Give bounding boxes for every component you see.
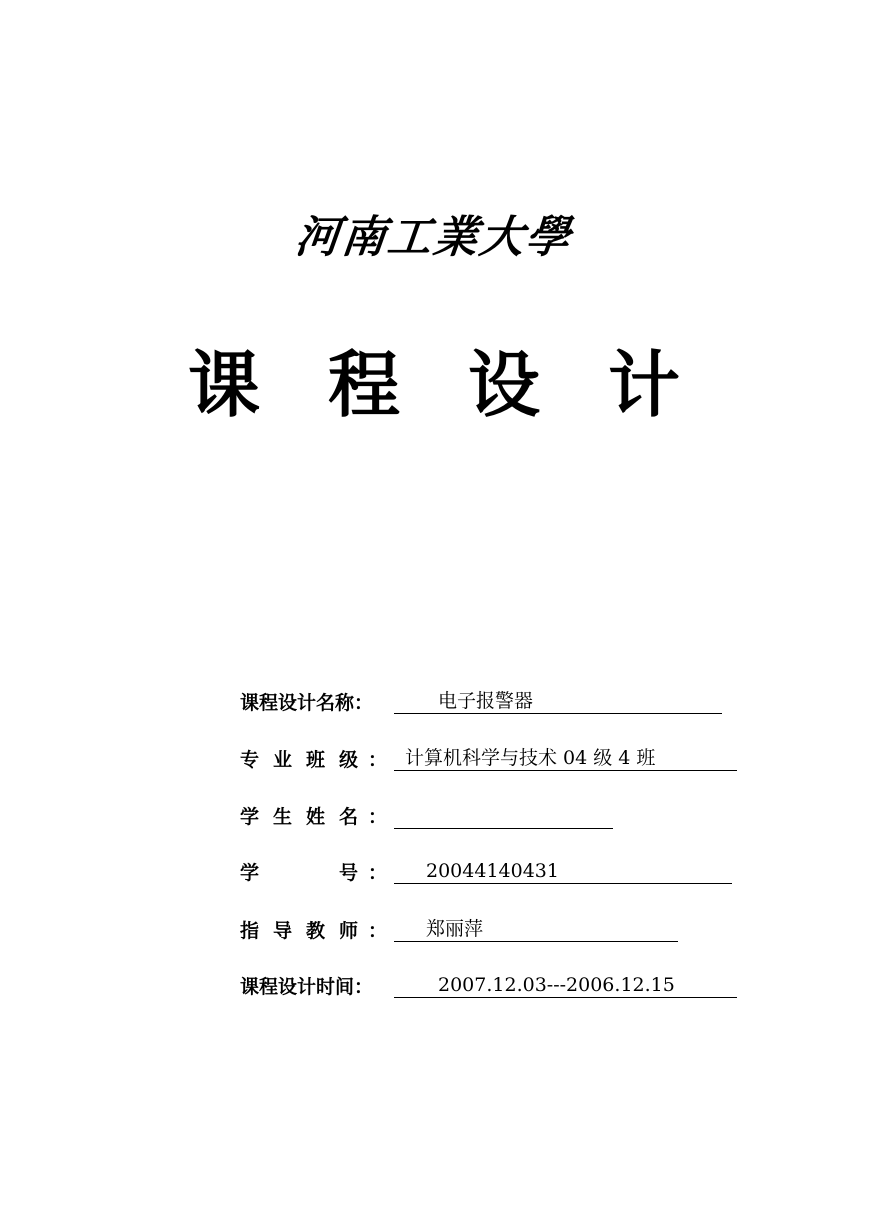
title-char: 设 — [468, 343, 541, 427]
title-char: 课 — [188, 343, 261, 427]
course-name-field: 电子报警器 — [394, 688, 722, 714]
university-logo: 河南工業大學 — [292, 212, 575, 263]
title-char: 计 — [608, 343, 681, 427]
period-field: 2007.12.03---2006.12.15 — [394, 972, 737, 998]
title-char: 程 — [328, 343, 401, 427]
info-form: 课程设计名称： 电子报警器 专 业 班 级 ： 计算机科学与技术 04 级 4 班 学 生 姓 名 ： 学 号 ： 20044140431 指 导 教 师 ： 郑丽萍 课程设计时间： 2007.12.03---2006.12.15 — [0, 0, 869, 1228]
student-name-field — [394, 802, 613, 829]
student-id-field: 20044140431 — [394, 858, 732, 884]
period-label: 课程设计时间： — [240, 976, 374, 998]
colon: ： — [368, 749, 388, 771]
course-name-label: 课程设计名称： — [240, 692, 374, 714]
advisor-field: 郑丽萍 — [394, 916, 678, 942]
major-class-field: 计算机科学与技术 04 级 4 班 — [394, 745, 737, 771]
colon: ： — [368, 920, 388, 942]
colon: ： — [368, 806, 388, 828]
colon: ： — [368, 862, 388, 884]
